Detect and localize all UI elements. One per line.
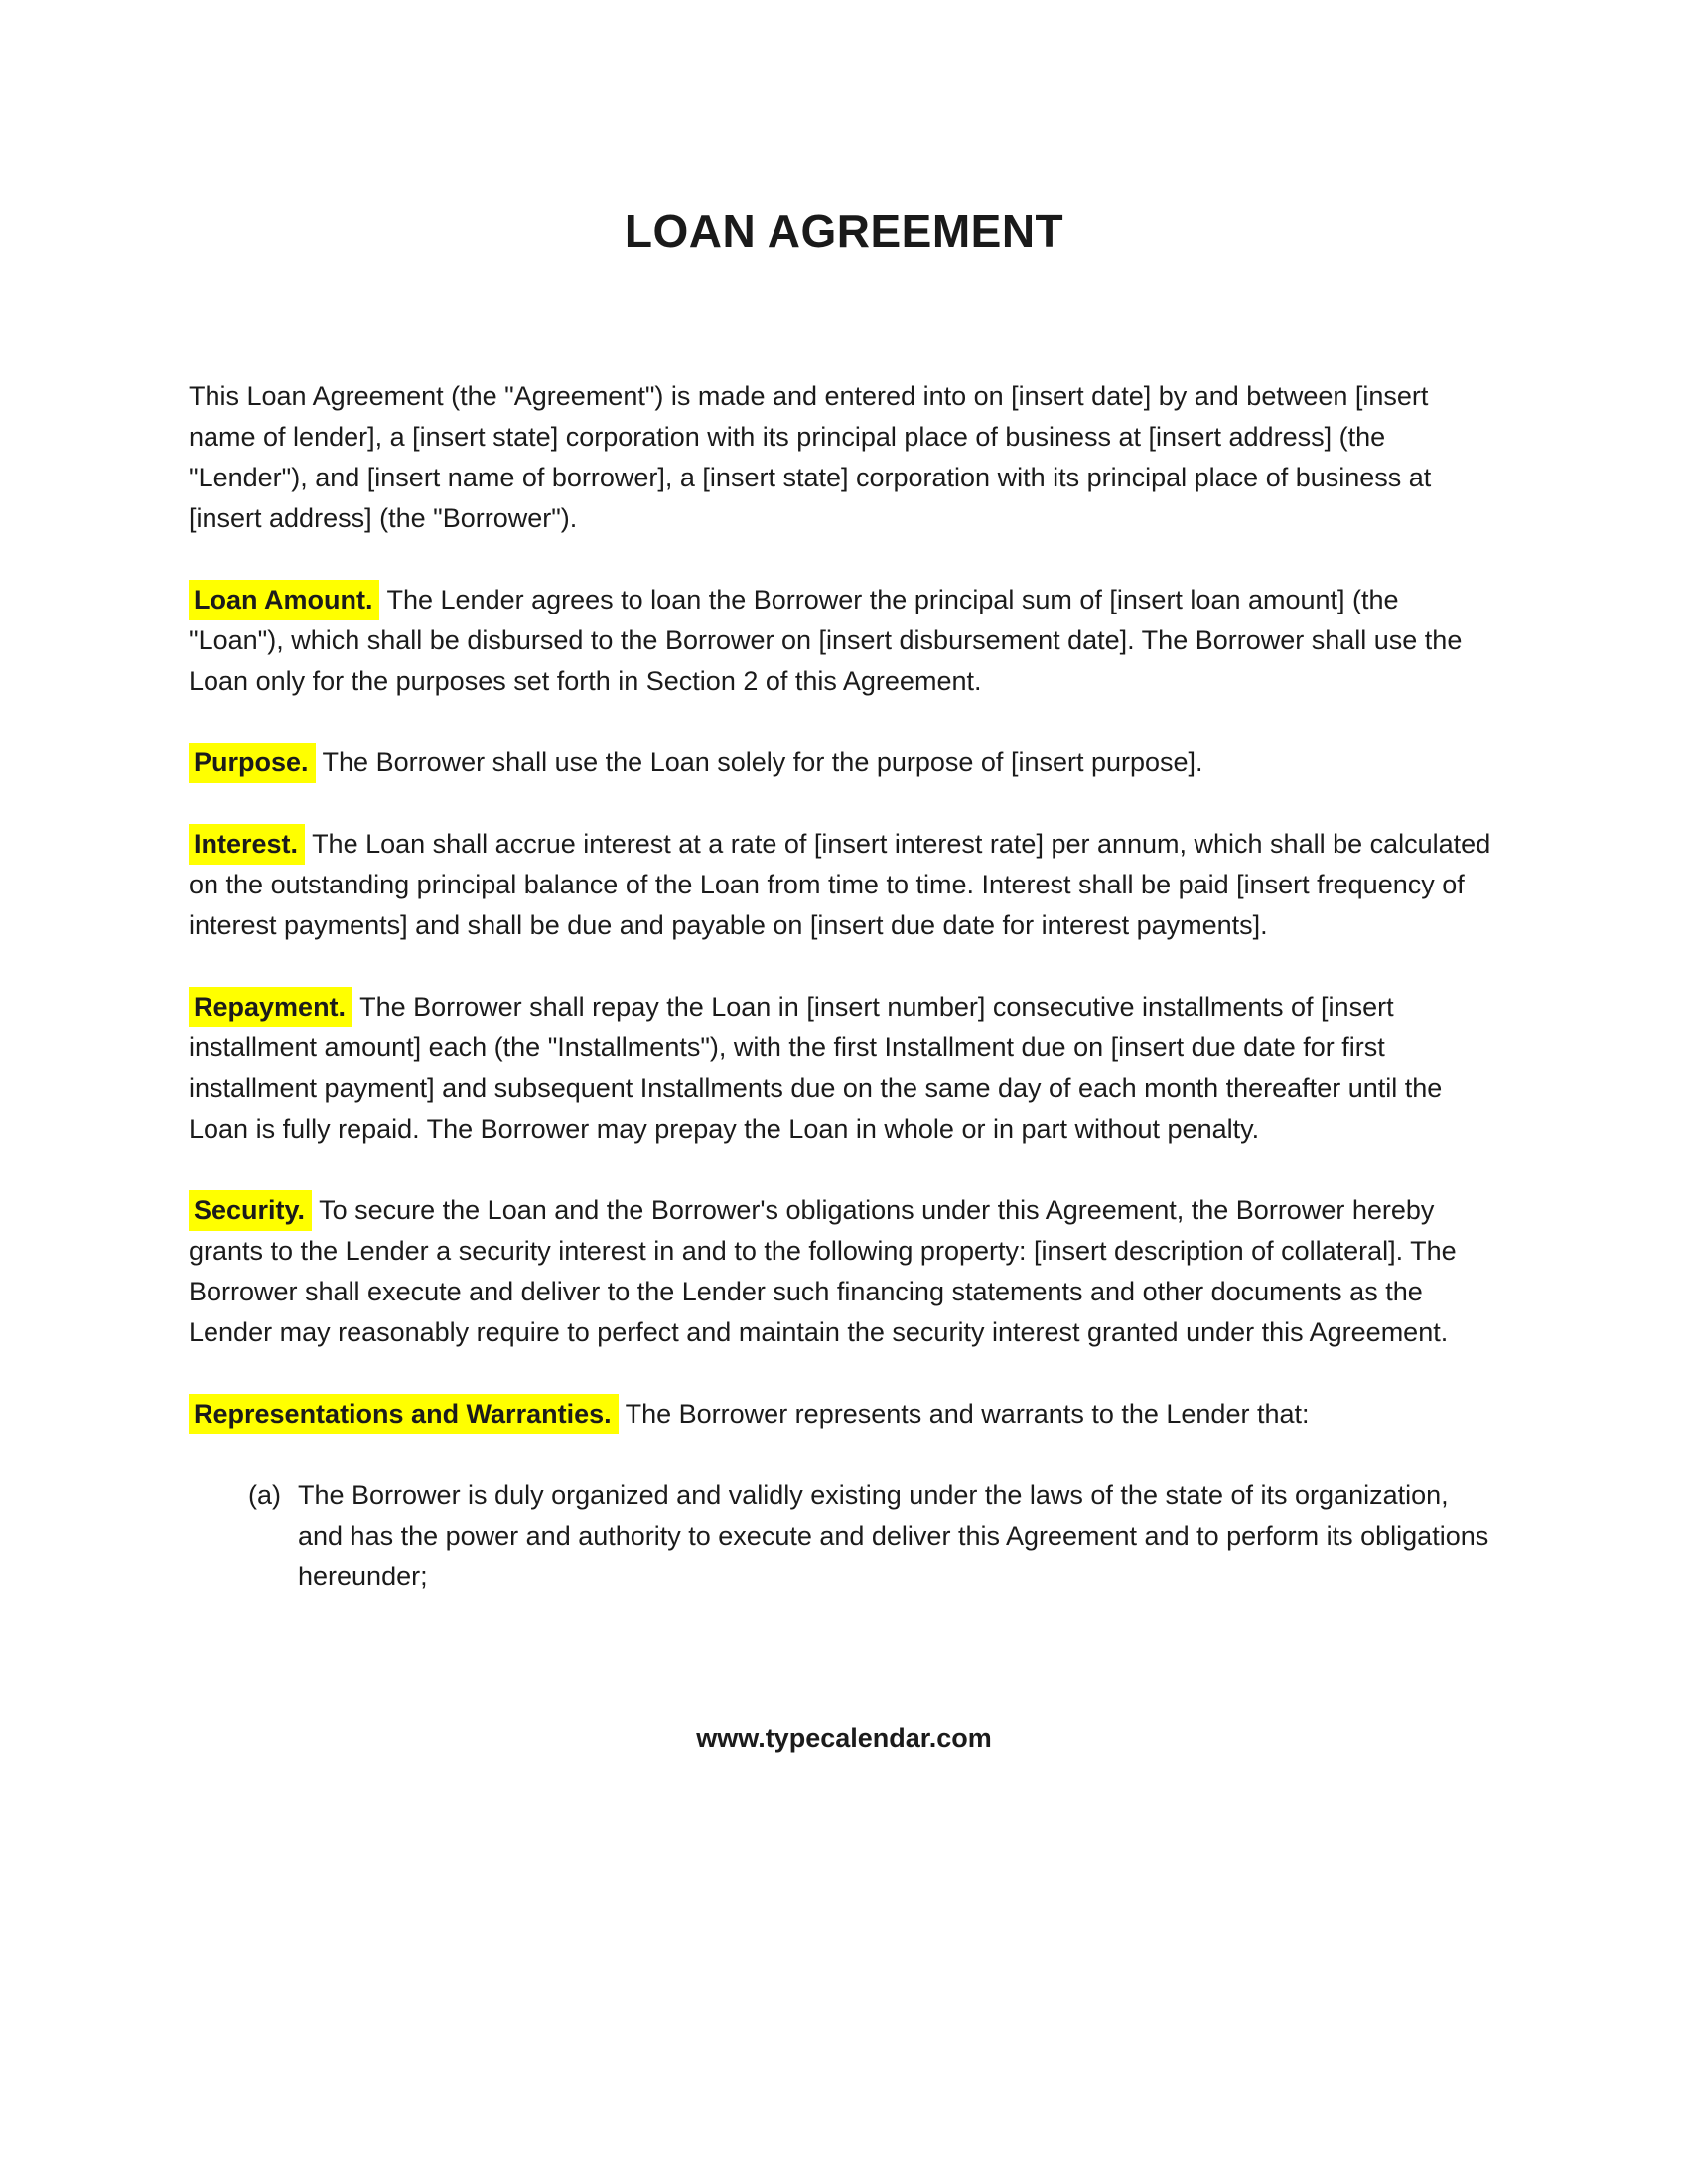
footer-url: www.typecalendar.com [696,1723,992,1753]
section-heading-representations-warranties: Representations and Warranties. [189,1394,619,1434]
section-repayment [189,987,1499,1150]
section-body-interest: The Loan shall accrue interest at a rate of [insert interest rate] per annum, which shall be calculated on the outstanding principal balance of the Loan from time to time. Interest shall be paid [insert frequency of interest payments] and shall be due and payable on [insert due date for interest payments]. [189,829,1491,940]
section-heading-repayment: Repayment. [189,987,352,1027]
section-body-security: To secure the Loan and the Borrower's obligations under this Agreement, the Borrower hereby grants to the Lender a security interest in and to the following property: [insert description of collateral]. The Borrower shall execute and deliver to the Lender such financing statements and other documents as the Lender may reasonably require to perfect and maintain the security interest granted under this Agreement. [189,1195,1457,1347]
section-security [189,1190,1499,1353]
section-body-repayment: The Borrower shall repay the Loan in [insert number] consecutive installments of [insert installment amount] each (the "Installments"), with the first Installment due on [insert due date for first installment payment] and subsequent Installments due on the same day of each month thereafter until the Loan is fully repaid. The Borrower may prepay the Loan in whole or in part without penalty. [189,992,1443,1144]
section-heading-security: Security. [189,1190,312,1231]
section-loan-amount [189,580,1499,702]
section-representations-warranties [189,1394,1499,1434]
intro-paragraph: This Loan Agreement (the "Agreement") is made and entered into on [insert date] by and between [insert name of lender], a [insert state] corporation with its principal place of business at [insert address] (the "Lender"), and [insert name of borrower], a [insert state] corporation with its principal place of business at [insert address] (the "Borrower"). [189,381,1432,533]
section-purpose [189,743,1499,783]
section-body-purpose: The Borrower shall use the Loan solely for the purpose of [insert purpose]. [322,748,1203,777]
section-body-representations-warranties: The Borrower represents and warrants to the Lender that: [625,1399,1310,1429]
section-heading-loan-amount: Loan Amount. [189,580,379,620]
list-item-a-text: The Borrower is duly organized and validly existing under the laws of the state of its organization, and has the power and authority to execute and deliver this Agreement and to perform its obligations hereunder; [298,1480,1489,1591]
section-interest [189,824,1499,946]
list-item-a-marker: (a) [248,1480,281,1510]
section-heading-purpose: Purpose. [189,743,316,783]
section-heading-interest: Interest. [189,824,305,865]
section-body-loan-amount: The Lender agrees to loan the Borrower the principal sum of [insert loan amount] (the "Loan"), which shall be disbursed to the Borrower on [insert disbursement date]. The Borrower shall use the Loan only for the purposes set forth in Section 2 of this Agreement. [189,585,1463,696]
list-item-a [189,1475,1499,1597]
page-title: LOAN AGREEMENT [624,205,1064,257]
